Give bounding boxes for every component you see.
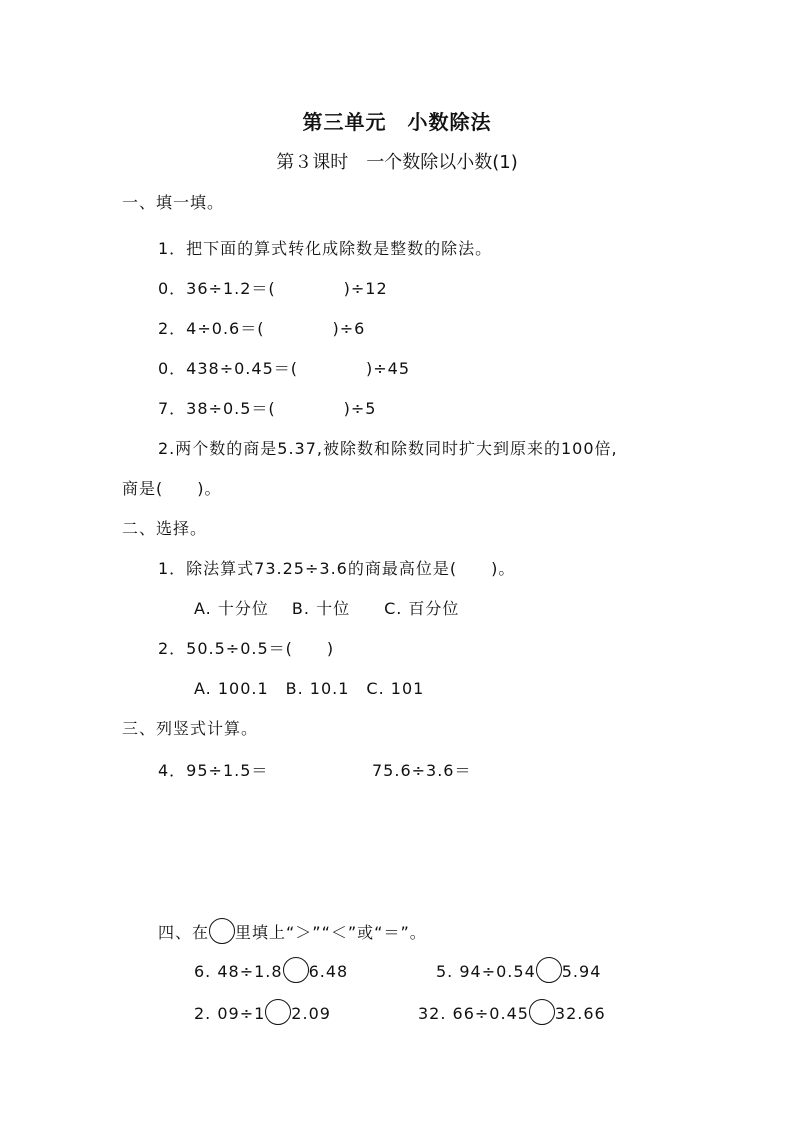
section2-q2-prompt: 2．50.5÷0.5＝( )	[158, 639, 335, 658]
compare-circle-icon[interactable]	[536, 957, 562, 983]
section1-q1-line: 2．4÷0.6＝( )÷6	[158, 319, 366, 338]
section4-heading-after: 里填上“＞”“＜”或“＝”。	[235, 923, 427, 942]
section1-q1-line: 7．38÷0.5＝( )÷5	[158, 399, 377, 418]
compare-item	[436, 962, 601, 983]
section4-heading	[158, 920, 427, 944]
compare-left: 2. 09÷1	[194, 1004, 266, 1023]
compare-circle-icon	[209, 918, 235, 944]
page-subtitle: 第３课时 一个数除以小数(1)	[276, 152, 518, 173]
compare-right: 32.66	[554, 1004, 606, 1023]
compare-right: 2.09	[291, 1004, 331, 1023]
compare-right: 6.48	[308, 962, 349, 981]
compare-circle-icon[interactable]	[283, 957, 309, 983]
section1-heading: 一、填一填。	[122, 193, 225, 212]
compare-item	[194, 962, 348, 983]
compare-circle-icon[interactable]	[529, 999, 555, 1025]
section3-problem: 75.6÷3.6＝	[372, 761, 472, 780]
section3-heading: 三、列竖式计算。	[122, 719, 259, 738]
section1-q1-prompt: 1．把下面的算式转化成除数是整数的除法。	[158, 239, 493, 258]
section2-heading: 二、选择。	[122, 519, 208, 538]
compare-right: 5.94	[561, 962, 602, 981]
page-title: 第三单元 小数除法	[302, 110, 492, 134]
section4-heading-before: 四、在	[158, 923, 210, 942]
compare-item	[194, 1004, 331, 1025]
section2-q1-options: A. 十分位 B. 十位 C. 百分位	[194, 599, 460, 618]
section1-q2-line2: 商是( )。	[122, 479, 222, 498]
section1-q1-line: 0．438÷0.45＝( )÷45	[158, 359, 411, 378]
compare-item	[418, 1004, 606, 1025]
compare-left: 6. 48÷1.8	[194, 962, 283, 981]
section2-q2-options: A. 100.1 B. 10.1 C. 101	[194, 679, 425, 698]
section3-problem: 4．95÷1.5＝	[158, 761, 269, 780]
section1-q2-line1: 2.两个数的商是5.37,被除数和除数同时扩大到原来的100倍,	[158, 439, 618, 458]
compare-left: 5. 94÷0.54	[436, 962, 536, 981]
section2-q1-prompt: 1．除法算式73.25÷3.6的商最高位是( )。	[158, 559, 516, 578]
compare-left: 32. 66÷0.45	[418, 1004, 529, 1023]
compare-circle-icon[interactable]	[265, 999, 291, 1025]
section1-q1-line: 0．36÷1.2＝( )÷12	[158, 279, 388, 298]
